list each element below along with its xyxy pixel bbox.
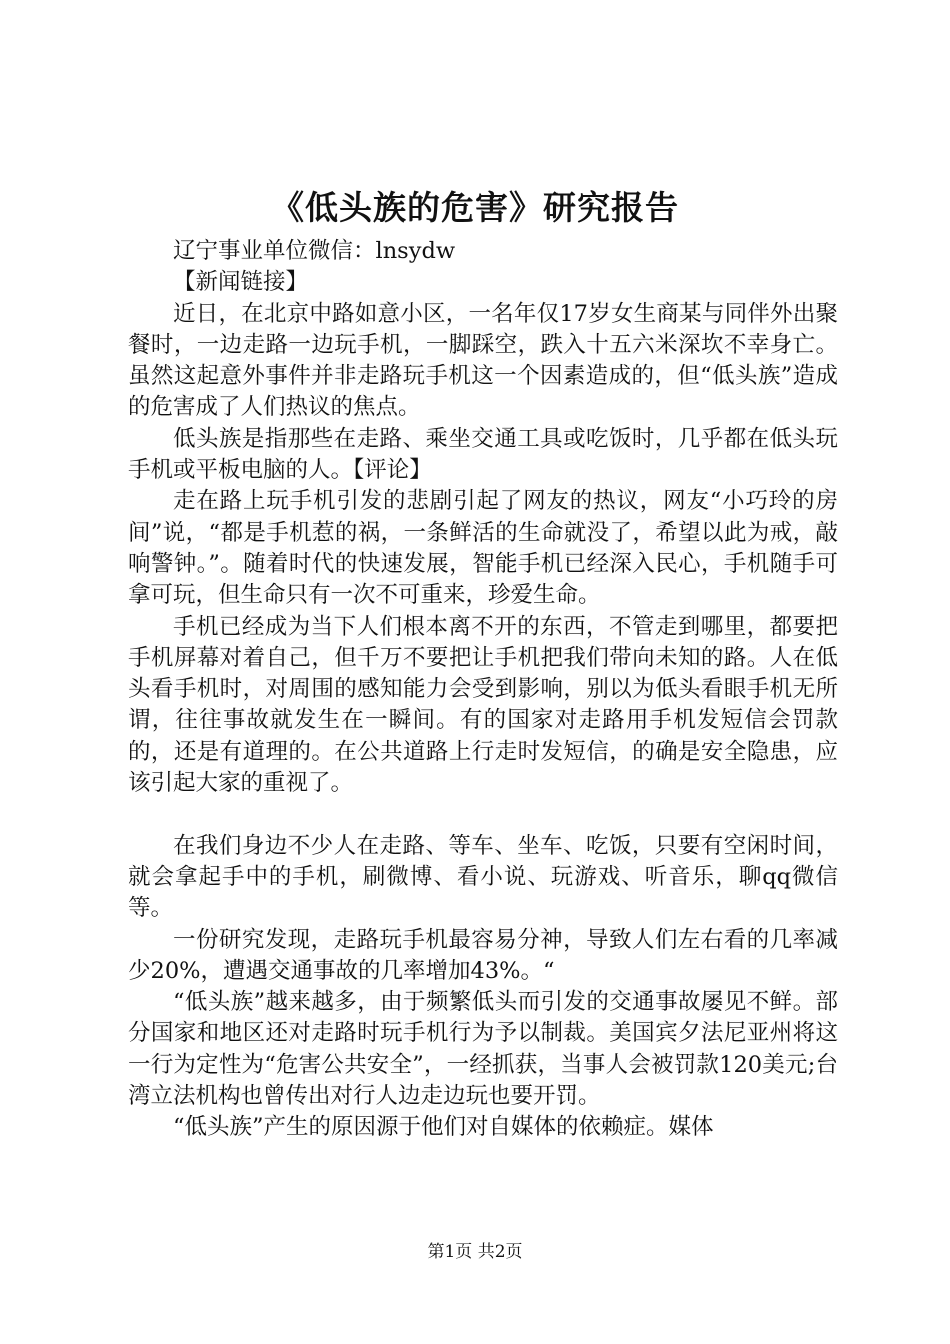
paragraph: 走在路上玩手机引发的悲剧引起了网友的热议，网友“小巧玲的房间”说，“都是手机惹的祸，一条鲜活的生命就没了，希望以此为戒，敲响警钟。”。随着时代的快速发展，智能手机已经深入民心，手机随手可拿可玩，但生命只有一次不可重来，珍爱生命。 bbox=[128, 488, 838, 609]
document-body bbox=[128, 236, 838, 1144]
paragraph: 一份研究发现，走路玩手机最容易分神，导致人们左右看的几率减少20%，遭遇交通事故的几率增加43%。“ bbox=[128, 926, 838, 984]
paragraph: “低头族”越来越多，由于频繁低头而引发的交通事故屡见不鲜。部分国家和地区还对走路时玩手机行为予以制裁。美国宾夕法尼亚州将这一行为定性为“危害公共安全”，一经抓获，当事人会被罚款120美元;台湾立法机构也曾传出对行人边走边玩也要开罚。 bbox=[128, 989, 838, 1110]
paragraph: 近日，在北京中路如意小区，一名年仅17岁女生商某与同伴外出聚餐时，一边走路一边玩手机，一脚踩空，跌入十五六米深坎不幸身亡。虽然这起意外事件并非走路玩手机这一个因素造成的，但“低头族”造成的危害成了人们热议的焦点。 bbox=[128, 300, 838, 421]
paragraph: 低头族是指那些在走路、乘坐交通工具或吃饭时，几乎都在低头玩手机或平板电脑的人。【评论】 bbox=[128, 425, 838, 484]
paragraph: “低头族”产生的原因源于他们对自媒体的依赖症。媒体 bbox=[173, 1114, 714, 1141]
paragraph: 在我们身边不少人在走路、等车、坐车、吃饭，只要有空闲时间，就会拿起手中的手机，刷微博、看小说、玩游戏、听音乐，聊qq微信等。 bbox=[128, 832, 838, 922]
paragraph-section-news: 【新闻链接】 bbox=[173, 269, 309, 296]
page-title: 《低头族的危害》研究报告 bbox=[271, 188, 679, 227]
paragraph-source: 辽宁事业单位微信：lnsydw bbox=[173, 238, 456, 264]
page-footer: 第1页 共2页 bbox=[427, 1242, 523, 1262]
paragraph: 手机已经成为当下人们根本离不开的东西，不管走到哪里，都要把手机屏幕对着自己，但千万不要把让手机把我们带向未知的路。人在低头看手机时，对周围的感知能力会受到影响，别以为低头看眼手机无所谓，往往事故就发生在一瞬间。有的国家对走路用手机发短信会罚款的，还是有道理的。在公共道路上行走时发短信，的确是安全隐患，应该引起大家的重视了。 bbox=[128, 613, 838, 797]
paragraph-spacer bbox=[128, 799, 838, 830]
